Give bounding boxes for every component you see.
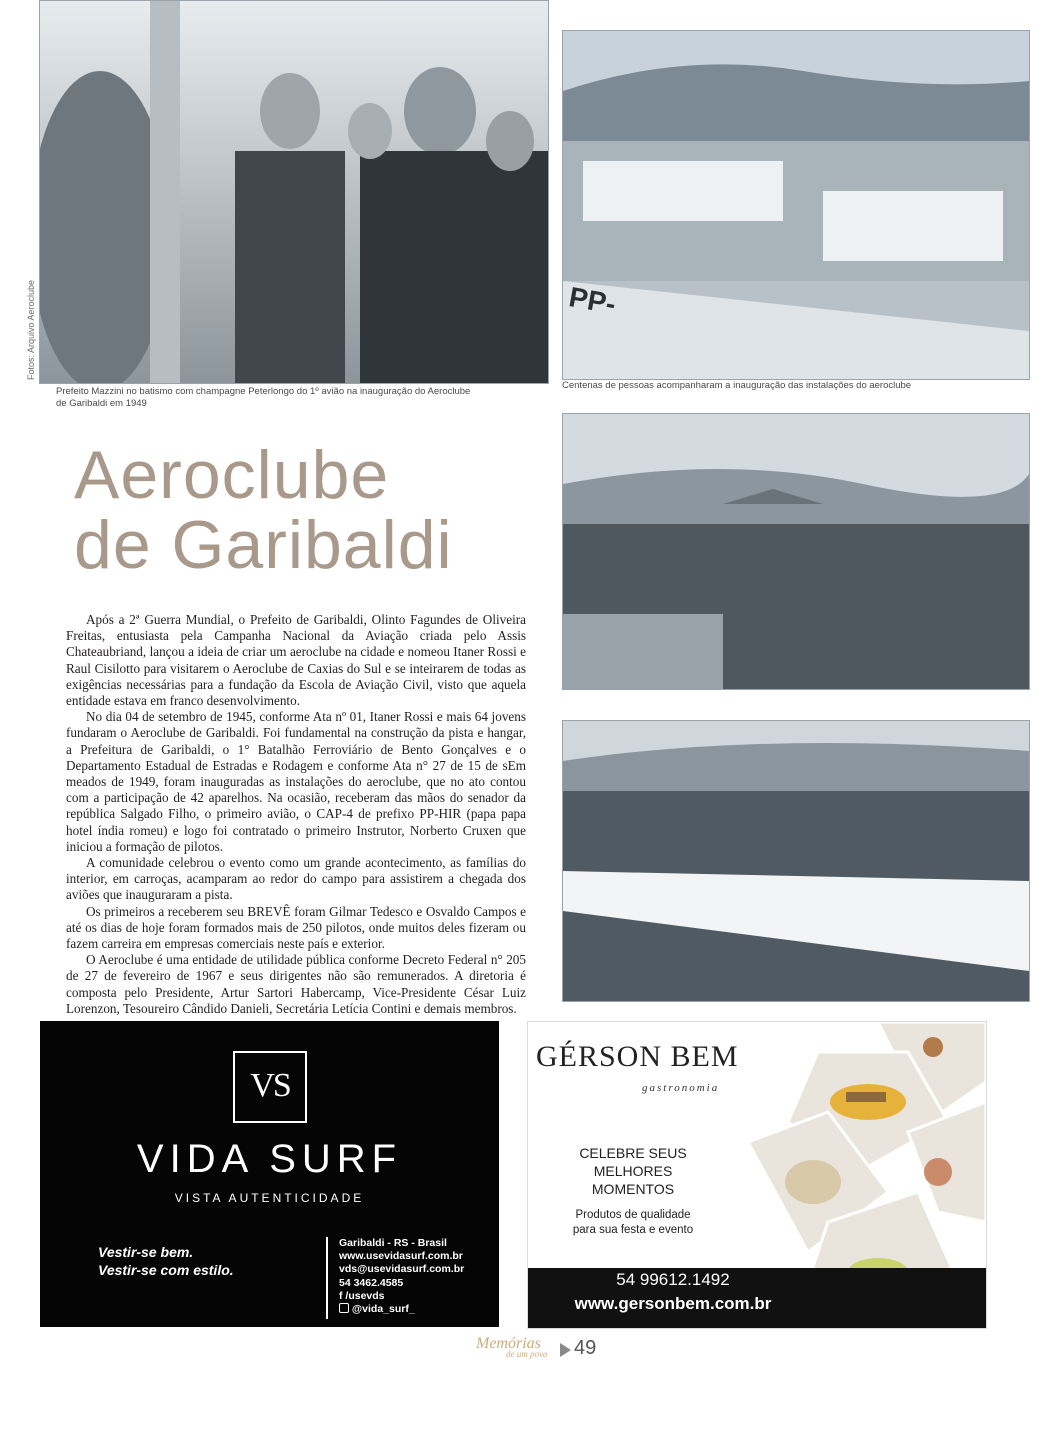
headline-line: CELEBRE SEUS MELHORES: [579, 1145, 687, 1179]
title-line: de Garibaldi: [74, 507, 453, 583]
facebook-icon: f: [339, 1289, 343, 1302]
article-paragraph: O Aeroclube é uma entidade de utilidade pública conforme Decreto Federal n° 205 de 27 de fevereiro de 1967 e seus dirigentes não são remunerados. A diretoria é composta pelo Presidente, Artur Sartori Habercamp, Vice-Presidente César Luiz Lorenzon, Tesoureiro Cândido Danieli, Secretária Letícia Contini e demais membros.: [66, 952, 526, 1016]
vida-surf-divider: [326, 1237, 328, 1319]
vida-surf-logo-mark: VS: [250, 1067, 290, 1104]
vida-surf-instagram[interactable]: [339, 1303, 464, 1316]
caption-line: de Garibaldi em 1949: [56, 398, 147, 409]
vida-surf-contact: [339, 1237, 464, 1316]
photo-credit: Fotos: Arquivo Aeroclube: [26, 279, 36, 380]
caption-line: Prefeito Mazzini no batismo com champagne Peterlongo do 1º avião na inauguração do Aeroclube: [56, 386, 471, 397]
caption-crowd: Centenas de pessoas acompanharam a inauguração das instalações do aeroclube: [562, 380, 912, 391]
headline-line: MOMENTOS: [591, 1181, 675, 1197]
vida-surf-instagram-handle: @vida_surf_: [351, 1303, 415, 1316]
vida-surf-location: Garibaldi - RS - Brasil: [339, 1237, 447, 1249]
article-paragraph: No dia 04 de setembro de 1945, conforme Ata nº 01, Itaner Rossi e mais 64 jovens fundaram o Aeroclube de Garibaldi. Foi fundamental na construção da pista e hangar, a Prefeitura de Garibaldi, o 1° Batalhão Ferroviário de Bento Gonçalves e o Departamento Estadual de Estradas e Rodagem e conforme Ata n° 27 de 15 de sEm meados de 1949, foram inauguradas as instalações do aeroclube, que no ato contou com a participação de 42 aparelhos. Na ocasião, receberam das mãos do senador da república Salgado Filho, o primeiro avião, o CAP-4 de prefixo PP-HIR (papa papa hotel índia romeu) e logo foi contratado o primeiro Instrutor, Norberto Cruxen que iniciou a formação de pilotos.: [66, 709, 526, 854]
article-paragraph: Os primeiros a receberem seu BREVÊ foram Gilmar Tedesco e Osvaldo Campos e até os dias de hoje foram formados mais de 250 pilotos, onde muitos deles fizeram ou fazem carreira em empresas comerciais neste país e exterior.: [66, 903, 526, 952]
article-paragraph: A comunidade celebrou o evento como um grande acontecimento, as famílias do interior, em carroças, acamparam ao redor do campo para assistirem a chegada dos aviões que inauguraram a pista.: [66, 855, 526, 903]
article-title: [74, 437, 544, 583]
slogan-line: Vestir-se com estilo.: [98, 1262, 234, 1278]
vida-surf-website[interactable]: www.usevidasurf.com.br: [339, 1250, 463, 1263]
gerson-bem-subtext: [540, 1208, 726, 1238]
photo-crowd-hangar: [562, 413, 1030, 690]
vida-surf-tagline: VISTA AUTENTICIDADE: [174, 1191, 365, 1205]
gerson-bem-headline: [540, 1144, 726, 1198]
magazine-logo: [476, 1335, 548, 1359]
vida-surf-logo: [233, 1051, 307, 1123]
gerson-bem-phone: 54 99612.1492: [616, 1270, 730, 1289]
subtext-line: Produtos de qualidade: [575, 1209, 691, 1221]
slogan-line: Vestir-se bem.: [98, 1244, 194, 1260]
photo-crowd-wing: [562, 720, 1030, 1002]
magazine-logo-subline: de um povo: [506, 1349, 548, 1359]
ad-gerson-bem[interactable]: [527, 1021, 987, 1329]
vida-surf-slogan: [98, 1243, 234, 1279]
vida-surf-facebook[interactable]: [339, 1290, 464, 1303]
vida-surf-facebook-handle: /usevds: [345, 1289, 385, 1302]
article-paragraph: Após a 2ª Guerra Mundial, o Prefeito de Garibaldi, Olinto Fagundes de Oliveira Freitas, entusiasta pela Campanha Nacional da Aviação criada pelo Assis Chateaubriand, lançou a ideia de criar um aeroclube na cidade e nomeou Itaner Rossi e Raul Cisilotto para visitarem o Aeroclube de Caxias do Sul e se inteirarem de todas as exigências necessárias para a fundação da Escola de Aviação Civil, visto que aquela entidade estava em franco desenvolvimento.: [66, 612, 526, 709]
caption-christening: [56, 386, 536, 410]
subtext-line: para sua festa e evento: [572, 1224, 694, 1236]
ad-vida-surf[interactable]: [40, 1021, 499, 1327]
gerson-bem-tag: gastronomia: [642, 1082, 720, 1094]
gerson-bem-name: GÉRSON BEM: [536, 1040, 739, 1073]
photo-crowd-field: [562, 30, 1030, 380]
photo-christening: [39, 0, 549, 384]
instagram-icon: [339, 1303, 349, 1313]
gerson-bem-website[interactable]: www.gersonbem.com.br: [574, 1294, 772, 1313]
page-number: 49: [574, 1337, 597, 1359]
plane-registration: PP-: [566, 281, 619, 320]
vida-surf-email[interactable]: vds@usevidasurf.com.br: [339, 1263, 465, 1276]
vida-surf-phone: 54 3462.4585: [339, 1276, 404, 1289]
arrow-right-icon: [560, 1343, 571, 1357]
magazine-logo-line: Memórias: [476, 1335, 541, 1352]
vida-surf-brand: VIDA SURF: [136, 1137, 403, 1181]
title-line: Aeroclube: [74, 437, 390, 513]
article-body: [66, 612, 526, 1017]
